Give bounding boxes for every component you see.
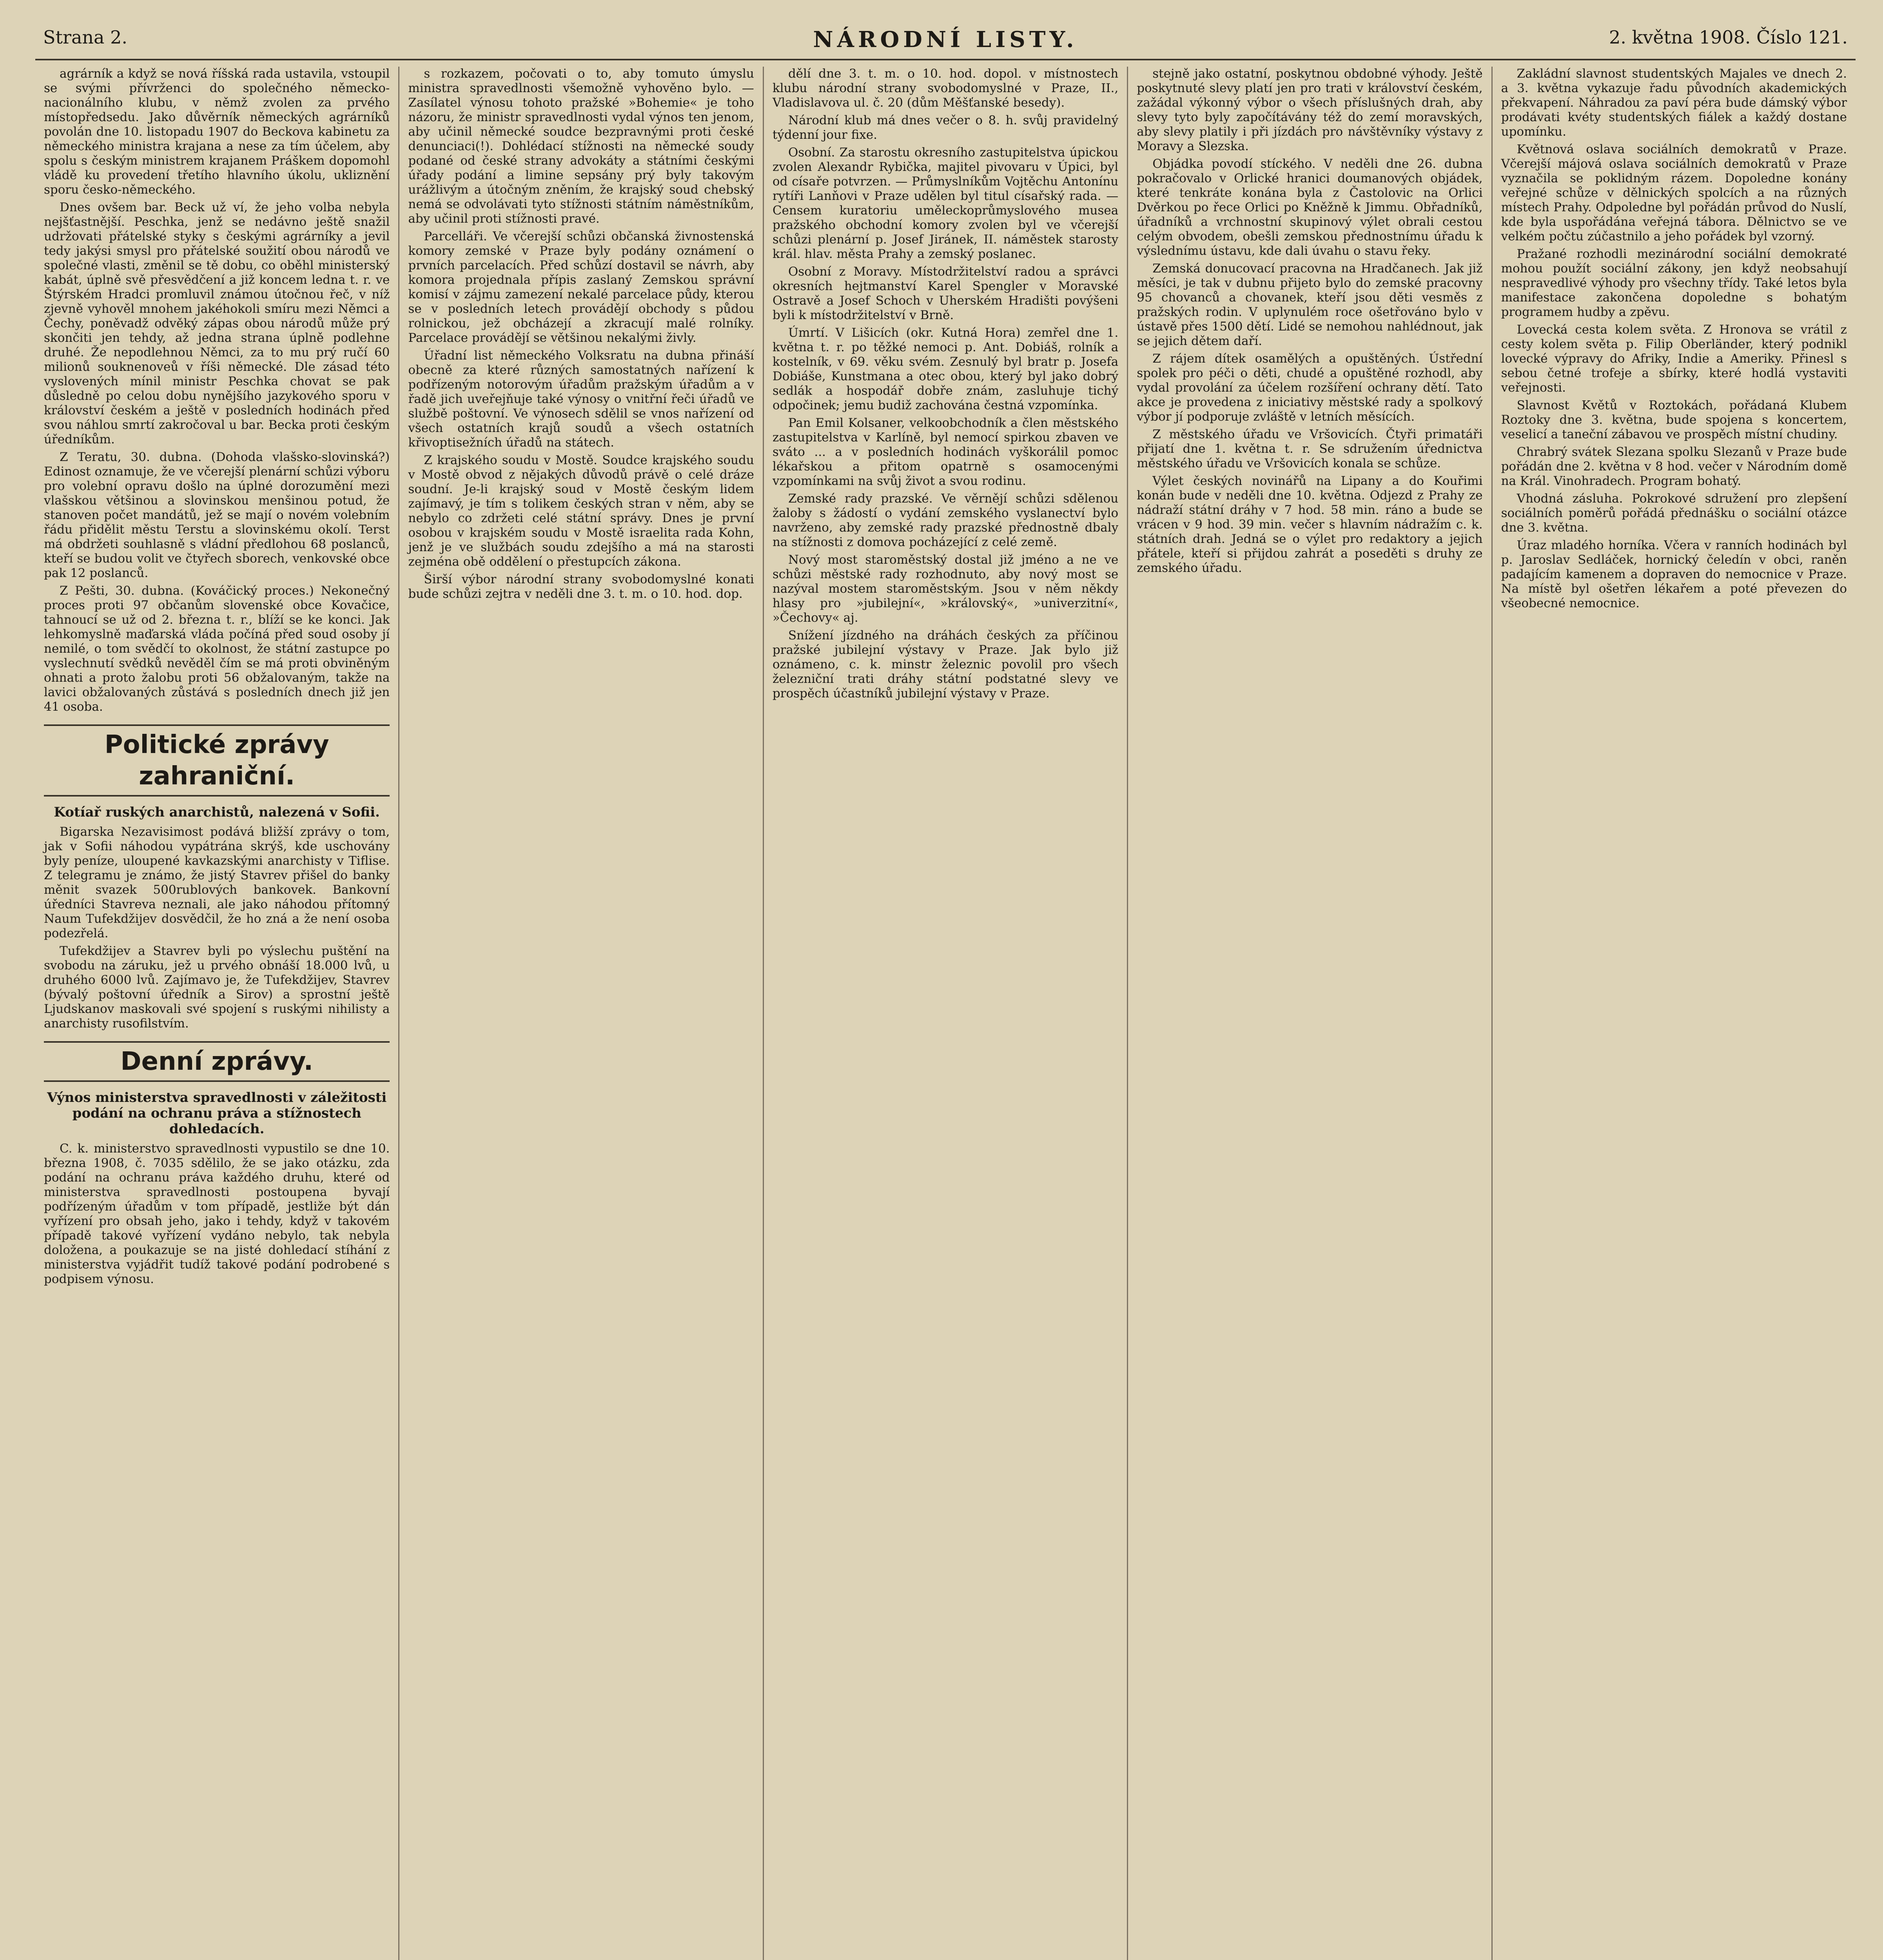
paragraph: Z Teratu, 30. dubna. (Dohoda vlašsko-slovinská?) Edinost oznamuje, že ve včerejší plenární schůzi výboru pro volební opravu došlo na úplné dorozumění mezi vlašskou většinou a slovinskou menšinou potud, že stanoven počet mandátů, jež se mají o novém volebním řádu přidělit městu Terstu a slovinskému okolí. Terst má obdržeti souhlasně s vládní předlohou 68 poslanců, kteří se budou volit ve čtyřech sborech, venkovské obce pak 12 poslanců. (44, 450, 390, 580)
issue-date: 2. května 1908. Číslo 121. (1609, 27, 1848, 48)
paragraph: Z městského úřadu ve Vršovicích. Čtyři primatáři přijatí dne 1. května t. r. Se sdružením úřednictva městského úřadu ve Vršovicích konala se schůze. (1137, 427, 1483, 470)
paragraph: Úraz mladého horníka. Včera v ranních hodinách byl p. Jaroslav Sedláček, hornický čeledín v obci, raněn padajícím kamenem a dopraven do nemocnice v Praze. Na místě byl ošetřen lékařem a poté převezen do všeobecné nemocnice. (1501, 538, 1847, 610)
paragraph: Úřadní list německého Volksratu na dubna přináší obecně za které různých samostatných nařízení k podřízeným notorovým úřadům pražským úřadům a v řadě jich uveřejňuje také výnosy o vnitřní řeči úřadů ve službě poštovní. Ve výnosech sdělil se vnos nařízení od všech ostatních krajů soudů a všech ostatních křivoptisežních úřadů na státech. (408, 348, 754, 450)
paragraph: Lovecká cesta kolem světa. Z Hronova se vrátil z cesty kolem světa p. Filip Oberländer, který podnikl lovecké výpravy do Afriky, Indie a Ameriky. Přinesl s sebou četné trofeje a sbírky, které hodlá vystaviti veřejnosti. (1501, 323, 1847, 395)
column-1 (35, 67, 399, 1960)
paragraph: dělí dne 3. t. m. o 10. hod. dopol. v místnostech klubu národní strany svobodomyslné v Praze, II., Vladislavova ul. č. 20 (dům Měšťanské besedy). (772, 67, 1119, 110)
paragraph: Zakládní slavnost studentských Majales ve dnech 2. a 3. května vykazuje řadu původních akademických překvapení. Náhradou za paví péra bude dámský výbor prodávati kvéty studentských fiálek a každý dostane upomínku. (1501, 67, 1847, 139)
paragraph: agrárník a když se nová říšská rada ustavila, vstoupil se svými přívrženci do společného německo-nacionálního klubu, v němž zvolen za prvého místopředsedu. Jako důvěrník německých agrárníků povolán dne 10. listopadu 1907 do Beckova kabinetu za německého ministra krajana a nese za tím účelem, aby spolu s českým ministrem krajanem Práškem dopomohl vládě ku provedení třetího hlavního úkolu, ukliznění sporu česko-německého. (44, 67, 390, 197)
paragraph: Snížení jízdného na dráhách českých za příčinou pražské jubilejní výstavy v Praze. Jak bylo již oznámeno, c. k. minstr železnic povolil pro všech železniční trati dráhy státní podstatné slevy ve prospěch účastníků jubilejní výstavy v Praze. (772, 628, 1119, 701)
paragraph: Chrabrý svátek Slezana spolku Slezanů v Praze bude pořádán dne 2. května v 8 hod. večer v Národním domě na Král. Vinohradech. Program bohatý. (1501, 445, 1847, 488)
masthead-title: NÁRODNÍ LISTY. (813, 27, 1078, 53)
running-header (35, 16, 1856, 60)
paragraph: Slavnost Květů v Roztokách, pořádaná Klubem Roztoky dne 3. května, bude spojena s koncertem, veselicí a taneční zábavou ve prospěch místní chudiny. (1501, 398, 1847, 441)
paragraph: Osobní z Moravy. Místodržitelství radou a správci okresních hejtmanství Karel Spengler v Moravské Ostravě a Josef Schoch v Uherském Hradišti povýšeni byli k místodržitelství v Brně. (772, 265, 1119, 322)
column-5 (1493, 67, 1856, 1960)
paragraph: s rozkazem, počovati o to, aby tomuto úmyslu ministra spravedlnosti všemožně vyhověno bylo. — Zasílatel výnosu tohoto pražské »Bohemie« je toho názoru, že ministr spravedlnosti vydal výnos ten jenom, aby učinil německé soudce bezpravnými proti české denunciaci(!). Dohlédací stížnosti na německé soudy podané od české strany advokáty a státními českými úřady podání a limine sepsány prý byly takovým urážlivým a útočným zněním, že krajský soud chebský nemá se odvolávati tyto stížnosti státním náměstníkům, aby učinil proti stížnosti pravé. (408, 67, 754, 226)
paragraph: Dnes ovšem bar. Beck už ví, že jeho volba nebyla nejšťastnější. Peschka, jenž se nedávno ještě snažil udržovati přátelské styky s českými agrárníky a jevil tedy jakýsi smysl pro přátelské soužití obou národů ve společné vlasti, změnil se tě dobu, co oběhl ministerský kabát, úplně svě přesvědčení a již koncem ledna t. r. ve Štýrském Hradci promluvil známou útočnou řeč, v níž zjevně vyhověl mnohem jakéhokoli smíru mezi Němci a Čechy, poněvadž odvěký zápas obou národů může prý skončiti jen tehdy, až jedna strana úplně podlehne druhé. Že nepodlehnou Němci, za to mu prý ručí 60 milionů souknenoveů v říši německé. Dle zásad této vyslovených mínil ministr Peschka chovat se pak důsledně po celou dobu nynějšího jazykového sporu v království českém a ještě v posledních hodinách před svou náhlou smrtí zakročoval u bar. Becka proti českým úředníkům. (44, 200, 390, 446)
column-2 (399, 67, 764, 1960)
section-heading-daily-news: Denní zprávy. (44, 1041, 390, 1082)
page-number: Strana 2. (43, 27, 127, 48)
paragraph: Národní klub má dnes večer o 8. h. svůj pravidelný týdenní jour fixe. (772, 113, 1119, 142)
paragraph: Objádka povodí stíckého. V neděli dne 26. dubna pokračovalo v Orlické hranici doumanových objádek, které tenkráte konána byla z Častolovic na Orlici Dvěrkou po řece Orlici po Kněžně k Jimmu. Obřadníků, úřadníků a vrchnostní skupinový výlet obrali cestou celým obvodem, obešli zemskou přednostnímu úřadu k výslednímu ústavu, kde dali úvahu o stavu řeky. (1137, 157, 1483, 258)
paragraph: Zemské rady prazské. Ve věrnějí schůzi sdělenou žaloby s žádostí o vydání zemského vyslanectví bylo navrženo, aby zemské rady prazské přednostně dbaly na stížnosti z domova pocházející z celé země. (772, 492, 1119, 549)
section-heading-foreign-news: Politické zprávy zahraniční. (44, 724, 390, 797)
paragraph: Širší výbor národní strany svobodomyslné konati bude schůzi zejtra v neděli dne 3. t. m. o 10. hod. dop. (408, 572, 754, 601)
paragraph: Zemská donucovací pracovna na Hradčanech. Jak již měsíci, je tak v dubnu přijeto bylo do zemské pracovny 95 chovanců a chovanek, kteří jsou děti vesměs z pražských rodin. V uplynulém roce ošetřováno bylo v ústavě přes 1500 dětí. Lidé se nemohou nahlédnout, jak se jejich dětem daří. (1137, 261, 1483, 348)
paragraph: Z Pešti, 30. dubna. (Kováčický proces.) Nekonečný proces proti 97 občanům slovenské obce Kovačice, tahnoucí se už od 2. března t. r., blíží se ke konci. Jak lehkomyslně maďarská vláda počíná před soud osoby jí nemilé, o tom svědčí to okolnost, že státní zastupce po vyslechnutí svědků nevěděl čím se má proti obviněným ohnati a proto žalobu proti 56 obžalovaným, takže na lavici obžalovaných zůstává s posledních dnech již jen 41 osoba. (44, 584, 390, 714)
paragraph: Květnová oslava sociálních demokratů v Praze. Včerejší májová oslava sociálních demokratů v Praze vyznačila se poklidným rázem. Dopoledne konány veřejné schůze v dělnických spolcích a na různých místech Prahy. Odpoledne byl pořádán průvod do Nuslí, kde byla uspořádána veřejná tábora. Dělnictvo se ve velkém počtu zúčastnilo a jeho pořádek byl vzorný. (1501, 142, 1847, 243)
paragraph: Výlet českých novinářů na Lipany a do Kouřimi konán bude v neděli dne 10. května. Odjezd z Prahy ze nádraží státní dráhy v 7 hod. 58 min. ráno a bude se vrácen v 9 hod. 39 min. večer s hlavním nádražím c. k. státních drah. Jedná se o výlet pro redaktory a jejich přátele, kteří si přijdou zahrát a poseděti s druhy ze zemského úřadu. (1137, 474, 1483, 575)
paragraph: Bigarska Nezavisimost podává bližší zprávy o tom, jak v Sofii náhodou vypátrána skrýš, kde uschovány byly peníze, uloupené kavkazskými anarchisty v Tiflise. Z telegramu je známo, že jistý Stavrev přišel do banky měnit svazek 500rublových bankovek. Bankovní úředníci Stavreva neznali, ale jako náhodou přítomný Naum Tufekdžijev dosvědčil, že ho zná a že není osoba podezřelá. (44, 825, 390, 940)
paragraph: Vhodná zásluha. Pokrokové sdružení pro zlepšení sociálních poměrů pořádá přednášku o sociální otázce dne 3. května. (1501, 492, 1847, 535)
article-subheading: Kotíař ruských anarchistů, nalezená v Sofii. (54, 804, 380, 820)
paragraph: Nový most staroměstský dostal již jméno a ne ve schůzi městské rady rozhodnuto, aby nový most se nazýval mostem staroměstským. Jsou v něm někdy hlasy pro »jubilejní«, »královský«, »univerzitní«, »Čechovy« aj. (772, 553, 1119, 625)
paragraph: Pražané rozhodli mezinárodní sociální demokraté mohou použít sociální zákony, jen když neobsahují nespravedlivé výhody pro všechny třídy. Také letos byla manifestace zakončena dopoledne s bohatým programem hudby a zpěvu. (1501, 247, 1847, 319)
paragraph: Z krajského soudu v Mostě. Soudce krajského soudu v Mostě obvod z nějakých důvodů právě o celé dráze soudní. Je-li krajský soud v Mostě českým lidem zajímavý, je tím s tolikem českých stran v něm, aby se nebylo co zdržeti celé státní správy. Dnes je první osobou v krajském soudu v Mostě israelita rada Kohn, jenž je ve službách soudu zdejšího a má na starosti zejména obě oddělení o přestupcích zákona. (408, 453, 754, 569)
article-columns (35, 67, 1856, 1960)
column-4 (1128, 67, 1492, 1960)
paragraph: Parcelláři. Ve včerejší schůzi občanská živnostenská komory zemské v Praze byly podány oznámení o prvních parcelacích. Před schůzí dostavil se návrh, aby komora projednala přípis zaslaný Zemskou správní komisí v zájmu zamezení nekalé parcelace půdy, kterou se v posledních letech provádějí obchody s půdou rolnickou, jež obcházejí a zkracují malé rolníky. Parcelace provádějí se většinou nekalými živly. (408, 229, 754, 345)
paragraph: Osobní. Za starostu okresního zastupitelstva úpickou zvolen Alexandr Rybička, majitel pivovaru v Úpici, byl od císaře potvrzen. — Průmyslníkům Vojtěchu Antonínu rytíři Lanňovi v Praze udělen byl titul císařský rada. — Censem kuratoriu uměleckoprůmyslového musea pražského obchodní komory zvolen byl ve včerejší schůzi plenární p. Josef Jiránek, II. náměstek starosty král. hlav. města Prahy a zemský poslanec. (772, 145, 1119, 261)
paragraph: stejně jako ostatní, poskytnou obdobné výhody. Ještě poskytnuté slevy platí jen pro trati v království českém, zažádal výkonný výbor o všech příslušných drah, aby slevy tyto byly započítávány též do zemí moravských, aby slevy platily i při jízdách pro návštěvníky výstavy z Moravy a Slezska. (1137, 67, 1483, 153)
paragraph: Úmrtí. V Lišicích (okr. Kutná Hora) zemřel dne 1. května t. r. po těžké nemoci p. Ant. Dobiáš, rolník a kostelník, v 69. věku svém. Zesnulý byl bratr p. Josefa Dobiáše, Kunstmana a otec obou, který byl jako dobrý sedlák a hospodář dobře znám, zasluhuje tichý odpočinek; jemu budiž zachována čestná vzpomínka. (772, 326, 1119, 412)
paragraph: Z rájem dítek osamělých a opuštěných. Ústřední spolek pro péči o děti, chudé a opuštěné rozhodl, aby vydal provolání za účelem rozšíření ochrany dětí. Tato akce je provedena z iniciativy městské rady a spolkový výbor jí podporuje zvláště v letních měsících. (1137, 352, 1483, 424)
column-3 (764, 67, 1128, 1960)
paragraph: Pan Emil Kolsaner, velkoobchodník a člen městského zastupitelstva v Karlíně, byl nemocí spirkou zbaven ve sváto ... a v posledních hodinách vyškorálil pomoc lékařskou a přitom opatrně s osamocenými vzpomínkami na svůj život a svou rodinu. (772, 416, 1119, 488)
article-subheading: Výnos ministerstva spravedlnosti v záležitosti podání na ochranu práva a stížnostech dohledacích. (47, 1090, 387, 1137)
paragraph: C. k. ministerstvo spravedlnosti vypustilo se dne 10. března 1908, č. 7035 sdělilo, že se jako otázku, zda podání na ochranu práva každého druhu, které od ministerstva spravedlnosti postoupena byvají podřízeným úřadům v tom případě, jestliže být dán vyřízení pro obsah jeho, jako i tehdy, když v takovém případě takové vyřízení vydáno nebylo, tak nebyla doložena, a poukazuje se na jisté dohledací stíhání z ministerstva vyjádřit tudíž takové podání podrobené s podpisem výnosu. (44, 1142, 390, 1286)
paragraph: Tufekdžijev a Stavrev byli po výslechu puštění na svobodu na záruku, jež u prvého obnáší 18.000 lvů, u druhého 6000 lvů. Zajímavo je, že Tufekdžijev, Stavrev (bývalý poštovní úředník a Sirov) a sprostní ještě Ljudskanov maskovali své spojení s ruskými nihilisty a anarchisty rusofilstvím. (44, 944, 390, 1031)
